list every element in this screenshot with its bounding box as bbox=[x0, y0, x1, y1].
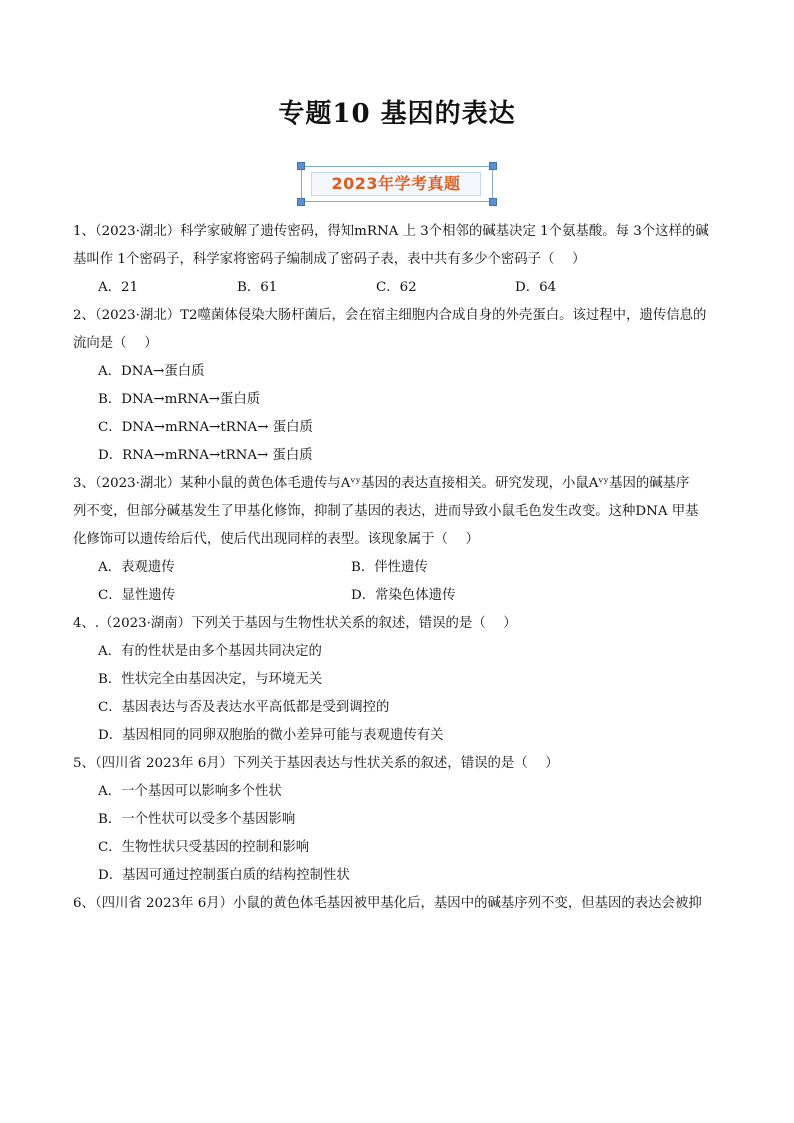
option-c: C．显性遗传 bbox=[98, 588, 176, 603]
option-a: A．DNA→蛋白质 bbox=[98, 364, 205, 379]
options-row bbox=[73, 582, 725, 610]
option-b: B．61 bbox=[237, 280, 278, 295]
question-stem-line: 2、（2023·湖北）T2噬菌体侵染大肠杆菌后，会在宿主细胞内合成自身的外壳蛋白。该过程中，遗传信息的 bbox=[73, 308, 707, 323]
option-c: C．基因表达与否及表达水平高低都是受到调控的 bbox=[98, 700, 390, 715]
option-a: A．表观遗传 bbox=[98, 560, 175, 575]
banner-corner-handle bbox=[489, 198, 497, 206]
question-3 bbox=[73, 470, 725, 610]
option-a: A．一个基因可以影响多个性状 bbox=[98, 784, 282, 799]
banner-corner-handle bbox=[297, 198, 305, 206]
question-stem-line: 4、.（2023·湖南）下列关于基因与生物性状关系的叙述，错误的是（ ） bbox=[73, 616, 517, 631]
question-1 bbox=[73, 218, 725, 302]
option-d: D．64 bbox=[515, 280, 557, 295]
question-6 bbox=[73, 890, 725, 918]
question-stem-line: 3、（2023·湖北）某种小鼠的黄色体毛遗传与Aᵛʸ基因的表达直接相关。研究发现，小鼠Aᵛʸ基因的碱基序 bbox=[73, 476, 690, 491]
section-banner bbox=[297, 162, 497, 206]
question-5 bbox=[73, 750, 725, 890]
option-b: B．DNA→mRNA→蛋白质 bbox=[98, 392, 261, 407]
page-title: 专题10 基因的表达 bbox=[278, 99, 516, 129]
options-row bbox=[73, 274, 725, 302]
option-d: D．常染色体遗传 bbox=[351, 588, 456, 603]
option-a: A．有的性状是由多个基因共同决定的 bbox=[98, 644, 322, 659]
option-d: D．基因可通过控制蛋白质的结构控制性状 bbox=[98, 868, 350, 883]
option-c: C．生物性状只受基因的控制和影响 bbox=[98, 840, 310, 855]
question-stem-line: 5、（四川省 2023年 6月）下列关于基因表达与性状关系的叙述，错误的是（ ） bbox=[73, 756, 559, 771]
question-stem-line: 化修饰可以遗传给后代，使后代出现同样的表型。该现象属于（ ） bbox=[73, 532, 479, 547]
question-stem-line: 流向是（ ） bbox=[73, 336, 158, 351]
banner-corner-handle bbox=[297, 162, 305, 170]
option-b: B．一个性状可以受多个基因影响 bbox=[98, 812, 296, 827]
question-4 bbox=[73, 610, 725, 750]
option-c: C．DNA→mRNA→tRNA→ 蛋白质 bbox=[98, 420, 313, 435]
option-d: D．RNA→mRNA→tRNA→ 蛋白质 bbox=[98, 448, 313, 463]
banner-corner-handle bbox=[489, 162, 497, 170]
question-stem-line: 列不变，但部分碱基发生了甲基化修饰，抑制了基因的表达，进而导致小鼠毛色发生改变。这种DNA 甲基 bbox=[73, 504, 699, 519]
option-d: D．基因相同的同卵双胞胎的微小差异可能与表观遗传有关 bbox=[98, 728, 444, 743]
option-c: C．62 bbox=[376, 280, 417, 295]
question-stem-line: 基叫作 1个密码子，科学家将密码子编制成了密码子表，表中共有多少个密码子（ ） bbox=[73, 252, 586, 267]
banner-label: 2023年学考真题 bbox=[311, 172, 481, 196]
question-list bbox=[73, 218, 725, 918]
option-a: A．21 bbox=[98, 280, 139, 295]
question-stem-line: 1、（2023·湖北）科学家破解了遗传密码，得知mRNA 上 3个相邻的碱基决定 1个氨基酸。每 3个这样的碱 bbox=[73, 224, 709, 239]
option-b: B．性状完全由基因决定，与环境无关 bbox=[98, 672, 323, 687]
question-stem-line: 6、（四川省 2023年 6月）小鼠的黄色体毛基因被甲基化后，基因中的碱基序列不变，但基因的表达会被抑 bbox=[73, 896, 702, 911]
options-row bbox=[73, 554, 725, 582]
question-2 bbox=[73, 302, 725, 470]
option-b: B．伴性遗传 bbox=[351, 560, 428, 575]
